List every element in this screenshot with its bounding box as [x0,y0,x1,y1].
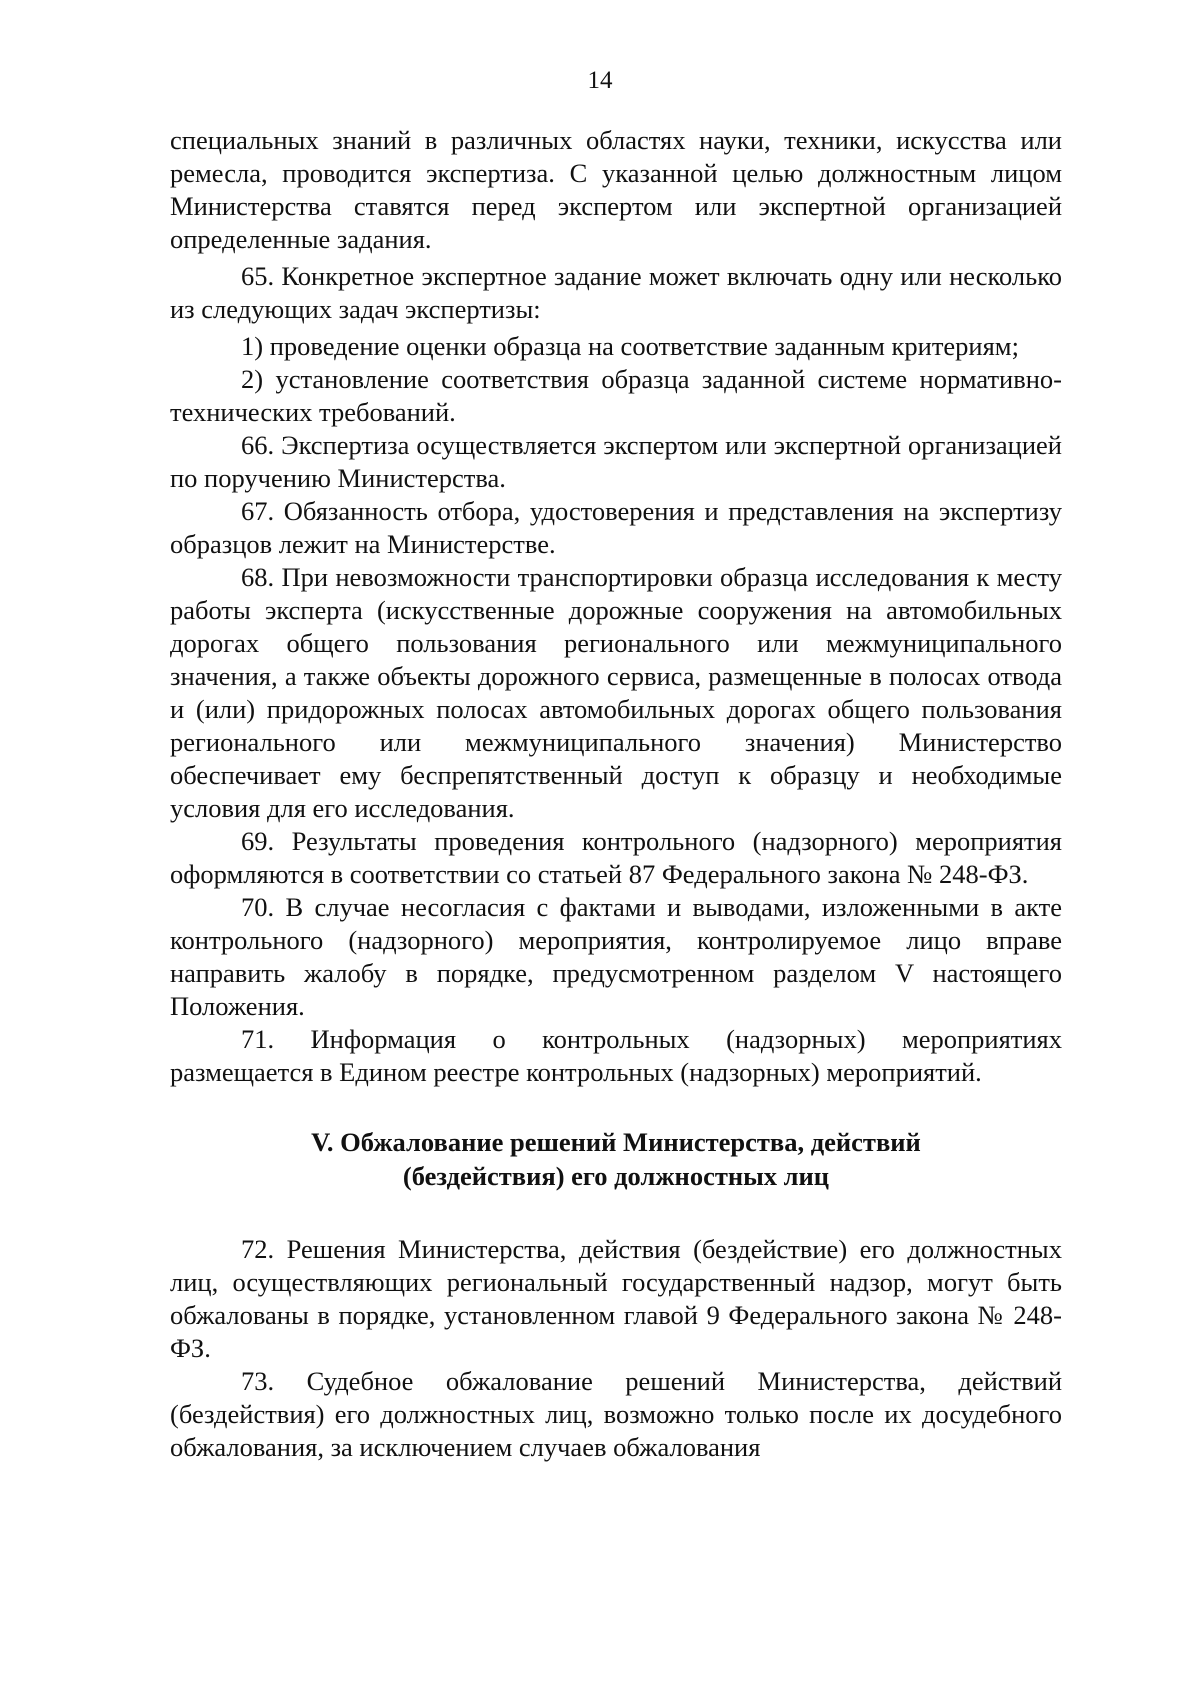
paragraph-66: 66. Экспертиза осуществляется экспертом или экспертной организацией по поручению Министерства. [170,430,1062,493]
paragraph-68: 68. При невозможности транспортировки образца исследования к месту работы эксперта (искусственные дорожные сооружения на автомобильных дорогах общего пользования регионального или межмуниципального значения, а также объекты дорожного сервиса, размещенные в полосах отвода и (или) придорожных полосах автомобильных дорогах общего пользования регионального или межмуниципального значения) Министерство обеспечивает ему беспрепятственный доступ к образцу и необходимые условия для его исследования. [170,562,1062,823]
paragraph-69: 69. Результаты проведения контрольного (надзорного) мероприятия оформляются в соответствии со статьей 87 Федерального закона № 248-ФЗ. [170,826,1062,889]
paragraph-70: 70. В случае несогласия с фактами и выводами, изложенными в акте контрольного (надзорного) мероприятия, контролируемое лицо вправе направить жалобу в порядке, предусмотренном разделом V настоящего Положения. [170,892,1062,1021]
paragraph-72: 72. Решения Министерства, действия (бездействие) его должностных лиц, осуществляющих региональный государственный надзор, могут быть обжалованы в порядке, установленном главой 9 Федерального закона № 248-ФЗ. [170,1234,1062,1363]
document-body [170,124,1062,1464]
section-heading [170,1125,1062,1193]
section-heading-line-2: (бездействия) его должностных лиц [402,1161,830,1191]
paragraph-67: 67. Обязанность отбора, удостоверения и представления на экспертизу образцов лежит на Министерстве. [170,496,1062,559]
paragraph-continuation: специальных знаний в различных областях науки, техники, искусства или ремесла, проводится экспертиза. С указанной целью должностным лицом Министерства ставятся перед экспертом или экспертной организацией определенные задания. [170,125,1062,254]
list-item-1: 1) проведение оценки образца на соответствие заданным критериям; [241,331,1019,361]
paragraph-71: 71. Информация о контрольных (надзорных) мероприятиях размещается в Едином реестре контрольных (надзорных) мероприятий. [170,1024,1062,1087]
list-item-2: 2) установление соответствия образца заданной системе нормативно-технических требований. [170,364,1062,427]
paragraph-65: 65. Конкретное экспертное задание может включать одну или несколько из следующих задач экспертизы: [170,261,1062,324]
section-heading-line-1: V. Обжалование решений Министерства, действий [311,1127,921,1157]
paragraph-73: 73. Судебное обжалование решений Министерства, действий (бездействия) его должностных лиц, возможно только после их досудебного обжалования, за исключением случаев обжалования [170,1366,1062,1462]
page-number: 14 [587,67,613,94]
